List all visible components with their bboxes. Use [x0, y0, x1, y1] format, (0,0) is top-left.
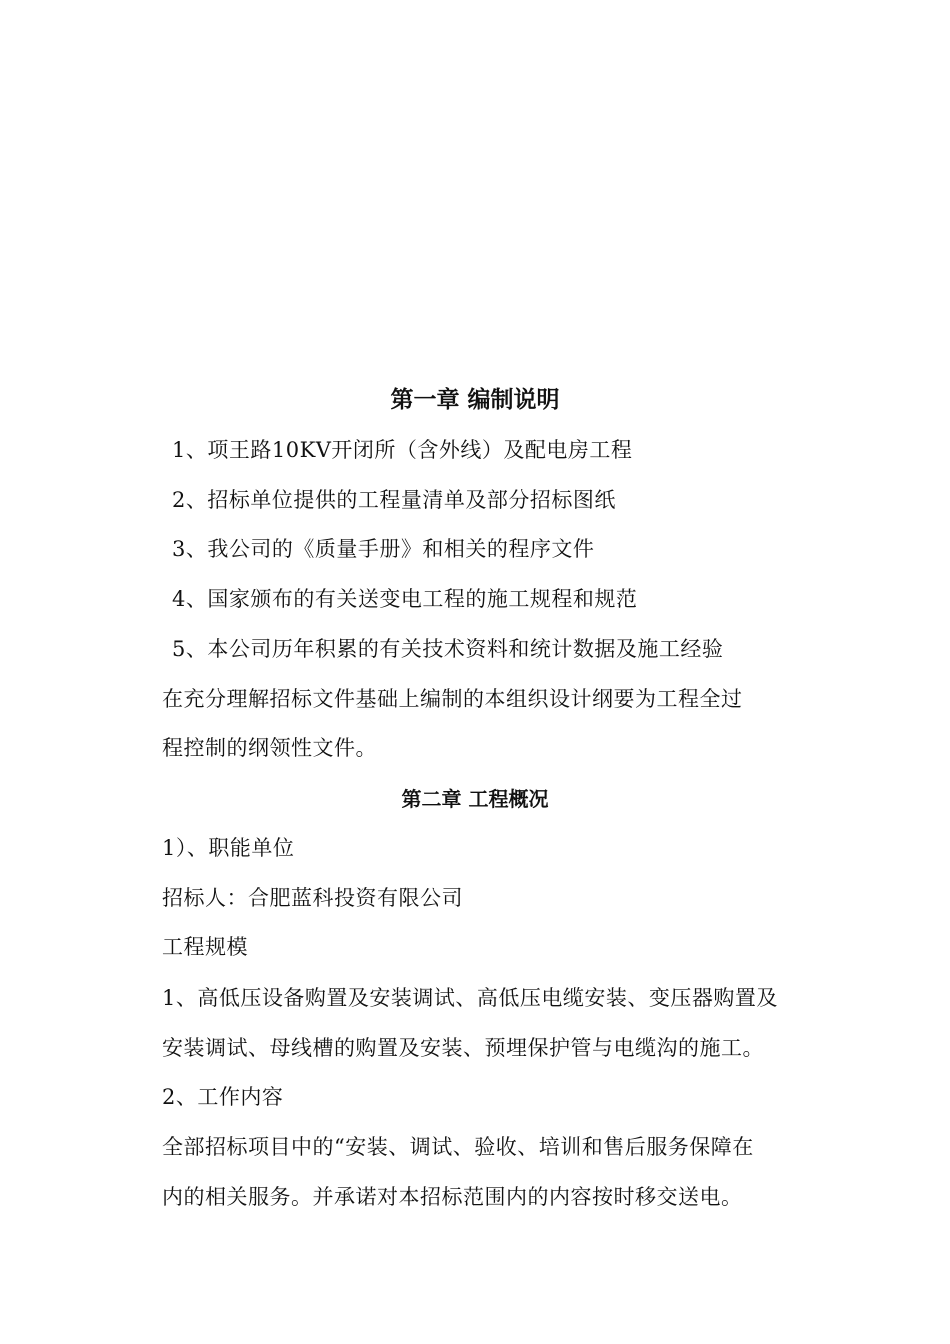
summary-paragraph-line-2: 程控制的纲领性文件。	[162, 736, 377, 760]
basis-item-1: 1、项王路10KV开闭所（含外线）及配电房工程	[172, 438, 633, 462]
summary-paragraph-line-1: 在充分理解招标文件基础上编制的本组织设计纲要为工程全过	[162, 687, 743, 711]
basis-item-4: 4、国家颁布的有关送变电工程的施工规程和规范	[172, 587, 638, 611]
project-scale-line-2: 安装调试、母线槽的购置及安装、预埋保护管与电缆沟的施工。	[162, 1036, 764, 1060]
basis-item-2: 2、招标单位提供的工程量清单及部分招标图纸	[172, 488, 616, 512]
project-scale-heading: 工程规模	[162, 935, 248, 959]
work-content-line-1: 全部招标项目中的“安装、调试、验收、培训和售后服务保障在	[162, 1135, 754, 1159]
basis-item-3: 3、我公司的《质量手册》和相关的程序文件	[172, 537, 595, 561]
chapter-2-title: 第二章 工程概况	[401, 787, 549, 811]
work-content-heading: 2、工作内容	[162, 1085, 284, 1109]
project-scale-line-1: 1、高低压设备购置及安装调试、高低压电缆安装、变压器购置及	[162, 986, 778, 1010]
tenderer-line: 招标人：合肥蓝科投资有限公司	[162, 886, 463, 910]
chapter-1-title: 第一章 编制说明	[390, 387, 560, 413]
work-content-line-2: 内的相关服务。并承诺对本招标范围内的内容按时移交送电。	[162, 1185, 743, 1209]
basis-item-5: 5、本公司历年积累的有关技术资料和统计数据及施工经验	[172, 637, 724, 661]
functional-unit-heading: 1）、职能单位	[162, 836, 295, 860]
